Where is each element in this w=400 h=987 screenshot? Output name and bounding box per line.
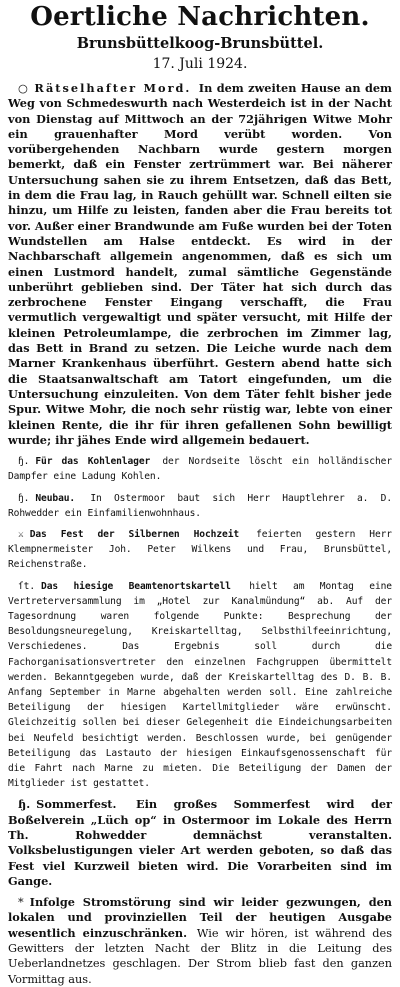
article-heading: Das Fest der Silbernen Hochzeit bbox=[29, 528, 240, 540]
article-body: In dem zweiten Hause an dem Weg von Schmedeswurth nach Westerdeich ist in der Nacht von Dienstag auf Mittwoch an der 72jährigen Witwe Mohr ein grauenhafter Mord verübt worden. Von vorübergehenden Nachbarn wurde gestern morgen bemerkt, daß ein Fenster zertrümmert war. Bei näherer Untersuchung sahen sie zu ihrem Entsetzen, daß das Bett, in dem die Frau lag, in Rauch gehüllt war. Schnell eilten sie hinzu, um Hilfe zu leisten, fanden aber die Frau bereits tot vor. Außer einer Brandwunde am Fuße wurden bei der Toten Wundstellen am Halse entdeckt. Es wird in der Nachbarschaft allgemein angenommen, daß es sich um einen Lustmord handelt, zumal sämtliche Gegenstände unberührt geblieben sind. Der Täter hat sich durch das zerbrochene Fenster Eingang verschafft, die Frau vermutlich vergewaltigt und später versucht, mit Hilfe der kleinen Petroleumlampe, die zerbrochen im Zimmer lag, das Bett in Brand zu setzen. Die Leiche wurde nach dem Marner Krankenhaus überführt. Gestern abend hatte sich die Staatsanwaltschaft am Tatort eingefunden, um die Untersuchung einzuleiten. Von dem Täter fehlt bisher jede Spur. Witwe Mohr, die noch sehr rüstig war, lebte von einer kleinen Rente, die ihr für ihren gefallenen Sohn bewilligt wurde; ihr jähes Ende wird allgemein bedauert. bbox=[8, 81, 392, 447]
article-marker: ſt. bbox=[18, 580, 36, 592]
article-marker: ○ bbox=[18, 81, 29, 95]
article-heading: Sommerfest. bbox=[36, 797, 117, 812]
article-body: feierten gestern Herr Klempnermeister Joh. Peter Wilkens und Frau, Brunsbüttel, Reichenstraße. bbox=[8, 528, 392, 571]
newspaper-page bbox=[8, 0, 392, 987]
article-body: Ein großes Sommerfest wird der Boßelverein „Lüch op“ in Ostermoor im Lokale des Herrn Th. Rohwedder demnächst veranstalten. Volksbelustigungen vieler Art werden geboten, so daß das Fest viel Kurzweil bieten wird. Die Vorarbeiten sind im Gange. bbox=[8, 797, 392, 888]
article-heading: Rätselhafter Mord. bbox=[34, 81, 192, 95]
article-stromstoerung bbox=[8, 895, 392, 987]
section-subtitle: Brunsbüttelkoog-Brunsbüttel. bbox=[76, 35, 324, 52]
article-body: Wie wir hören, ist während des Gewitters der letzten Nacht der Blitz in die Leitung des Ueberlandnetzes geschlagen. Der Strom blieb fast den ganzen Vormittag aus. bbox=[8, 926, 393, 986]
article-body: hielt am Montag eine Vertreterversammlung im „Hotel zur Kanalmündung“ ab. Auf der Tagesordnung waren folgende Punkte: Besprechung der Besoldungsneuregelung, Kreiskartelltag, Selbsthilfeeinrichtung, Verschiedenes. Das Ergebnis soll durch die Fachorganisationsvertreter den einzelnen Fachgruppen übermittelt werden. Bekanntgegeben wurde, daß der Kreiskartelltag des D. B. B. Anfang September in Marne abgehalten werden soll. Eine zahlreiche Beteiligung der hiesigen Kartellmitglieder wäre erwünscht. Gleichzeitig sollen bei dieser Gelegenheit die Eindeichungsarbeiten bei Neufeld besichtigt werden. Beschlossen wurde, bei genügender Beteiligung das Lastauto der hiesigen Einkaufsgenossenschaft für die Fahrt nach Marne zu mieten. Die Beteiligung der Damen der Mitglieder ist gestattet. bbox=[8, 580, 392, 790]
article-marker: ɧ. bbox=[18, 456, 30, 468]
masthead bbox=[8, 2, 392, 73]
article-heading: Infolge Stromstörung sind wir leider gezwungen, den lokalen und provinziellen Teil der heutigen Ausgabe wesentlich einzuschränken. bbox=[8, 895, 392, 940]
article-silberhochzeit bbox=[8, 527, 392, 573]
section-title: Oertliche Nachrichten. bbox=[30, 2, 370, 32]
article-marker: ⚔ bbox=[18, 528, 24, 540]
article-beamtenortskartell bbox=[8, 579, 392, 792]
article-kohlenlager bbox=[8, 454, 392, 484]
article-sommerfest bbox=[8, 797, 392, 889]
article-neubau bbox=[8, 491, 392, 521]
article-body: In Ostermoor baut sich Herr Hauptlehrer a. D. Rohwedder ein Einfamilienwohnhaus. bbox=[8, 492, 392, 519]
article-heading: Das hiesige Beamtenortskartell bbox=[41, 580, 231, 592]
article-heading: Neubau. bbox=[35, 492, 76, 504]
article-heading: Für das Kohlenlager bbox=[35, 456, 151, 468]
article-mord bbox=[8, 81, 392, 448]
article-marker: * bbox=[18, 896, 24, 910]
article-body: der Nordseite löscht ein holländischer Dampfer eine Ladung Kohlen. bbox=[8, 456, 393, 483]
article-marker: ɧ. bbox=[18, 492, 30, 504]
dateline: 17. Juli 1924. bbox=[152, 56, 248, 72]
article-marker: ɧ. bbox=[18, 797, 31, 812]
